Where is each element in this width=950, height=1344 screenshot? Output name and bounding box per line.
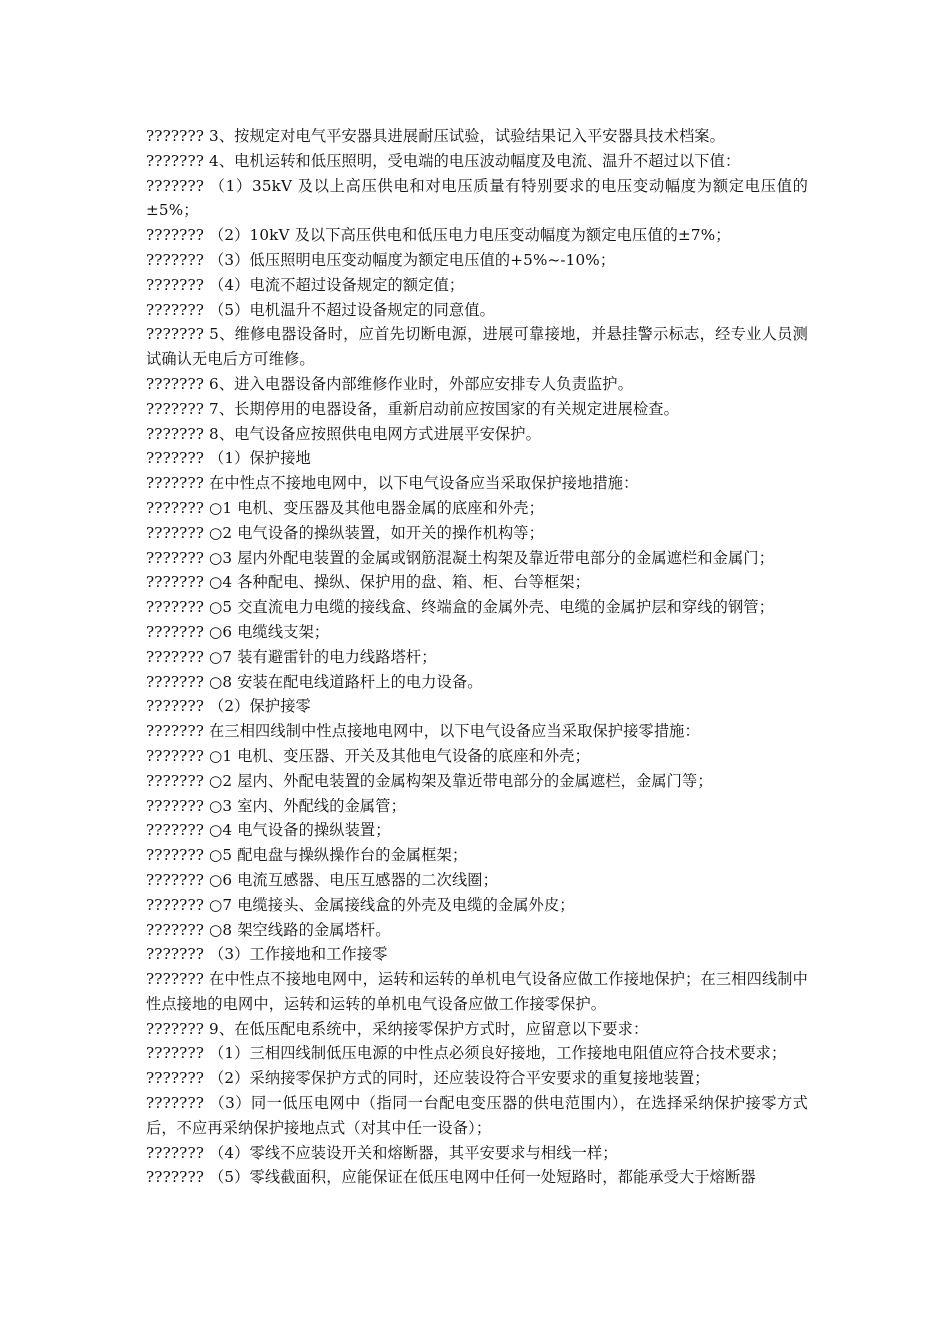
- paragraph-9-item-3: ??????? （3）同一低压电网中（指同一台配电变压器的供电范围内），在选择采纳保护接零方式后，不应再采纳保护接地点式（对其中任一设备）；: [146, 1094, 808, 1137]
- paragraph-4-item-5: ??????? （5）电机温升不超过设备规定的同意值。: [146, 300, 495, 319]
- section-working-grounding: ??????? （3）工作接地和工作接零: [146, 945, 388, 964]
- neutral-item-1: ??????? ○1 电机、变压器、开关及其他电气设备的底座和外壳；: [146, 746, 590, 765]
- paragraph-4-item-1: ??????? （1）35kV 及以上高压供电和对电压质量有特别要求的电压变动幅度为额定电压值的±5%；: [146, 176, 808, 220]
- paragraph-3-insulation-test: ??????? 3、按规定对电气平安器具进展耐压试验，试验结果记入平安器具技术档案。: [146, 127, 725, 145]
- paragraph-9-item-4: ??????? （4）零线不应装设开关和熔断器，其平安要求与相线一样；: [146, 1143, 618, 1162]
- neutral-item-4: ??????? ○4 电气设备的操纵装置；: [146, 821, 391, 840]
- grounding-item-5: ??????? ○5 交直流电力电缆的接线盒、终端盒的金属外壳、电缆的金属护层和穿线的钢管；: [146, 598, 775, 617]
- neutral-intro: ??????? 在三相四线制中性点接地电网中，以下电气设备应当采取保护接零措施：: [146, 722, 700, 741]
- grounding-intro: ??????? 在中性点不接地电网中，以下电气设备应当采取保护接地措施：: [146, 474, 639, 493]
- paragraph-5-maintenance: ??????? 5、维修电器设备时，应首先切断电源，进展可靠接地，并悬挂警示标志，经专业人员测试确认无电后方可维修。: [146, 325, 808, 369]
- paragraph-9-low-voltage: ??????? 9、在低压配电系统中，采纳接零保护方式时，应留意以下要求：: [146, 1019, 649, 1038]
- grounding-item-2: ??????? ○2 电气设备的操纵装置，如开关的操作机构等；: [146, 523, 544, 542]
- paragraph-4-item-2: ??????? （2）10kV 及以下高压供电和低压电力电压变动幅度为额定电压值的±7%；: [146, 226, 731, 245]
- neutral-item-8: ??????? ○8 架空线路的金属塔杆。: [146, 920, 391, 939]
- grounding-item-4: ??????? ○4 各种配电、操纵、保护用的盘、箱、柜、台等框架；: [146, 573, 590, 592]
- section-protective-grounding: ??????? （1）保护接地: [146, 449, 311, 468]
- paragraph-4-item-3: ??????? （3）低压照明电压变动幅度为额定电压值的+5%~-10%；: [146, 250, 616, 269]
- paragraph-8-protection: ??????? 8、电气设备应按照供电电网方式进展平安保护。: [146, 424, 541, 443]
- paragraph-9-item-2: ??????? （2）采纳接零保护方式的同时，还应装设符合平安要求的重复接地装置；: [146, 1069, 710, 1088]
- document-body: [146, 124, 808, 1190]
- section-protective-neutral: ??????? （2）保护接零: [146, 697, 311, 716]
- paragraph-9-item-5: ??????? （5）零线截面积，应能保证在低压电网中任何一处短路时，都能承受大于熔断器: [146, 1168, 756, 1187]
- working-grounding-text: ??????? 在中性点不接地电网中，运转和运转的单机电气设备应做工作接地保护；在三相四线制中性点接地的电网中，运转和运转的单机电气设备应做工作接零保护。: [146, 970, 808, 1013]
- neutral-item-7: ??????? ○7 电缆接头、金属接线盒的外壳及电缆的金属外皮；: [146, 895, 575, 914]
- grounding-item-8: ??????? ○8 安装在配电线道路杆上的电力设备。: [146, 672, 483, 691]
- paragraph-6-supervision: ??????? 6、进入电器设备内部维修作业时，外部应安排专人负责监护。: [146, 374, 633, 393]
- neutral-item-2: ??????? ○2 屋内、外配电装置的金属构架及靠近带电部分的金属遮栏，金属门等；: [146, 771, 713, 790]
- paragraph-9-item-1: ??????? （1）三相四线制低压电源的中性点必须良好接地，工作接地电阻值应符合技术要求；: [146, 1044, 787, 1063]
- grounding-item-7: ??????? ○7 装有避雷针的电力线路塔杆；: [146, 647, 437, 666]
- neutral-item-3: ??????? ○3 室内、外配线的金属管；: [146, 796, 406, 815]
- grounding-item-1: ??????? ○1 电机、变压器及其他电器金属的底座和外壳；: [146, 498, 544, 517]
- paragraph-4-item-4: ??????? （4）电流不超过设备规定的额定值；: [146, 275, 465, 294]
- neutral-item-6: ??????? ○6 电流互感器、电压互感器的二次线圈；: [146, 870, 498, 889]
- paragraph-7-restart-inspection: ??????? 7、长期停用的电器设备，重新启动前应按国家的有关规定进展检查。: [146, 399, 679, 418]
- grounding-item-6: ??????? ○6 电缆线支架；: [146, 622, 330, 641]
- paragraph-4-voltage-limits: ??????? 4、电机运转和低压照明，受电端的电压波动幅度及电流、温升不超过以下值：: [146, 151, 741, 170]
- grounding-item-3: ??????? ○3 屋内外配电装置的金属或钢筋混凝土构架及靠近带电部分的金属遮栏和金属门；: [146, 548, 775, 567]
- neutral-item-5: ??????? ○5 配电盘与操纵操作台的金属框架；: [146, 846, 468, 865]
